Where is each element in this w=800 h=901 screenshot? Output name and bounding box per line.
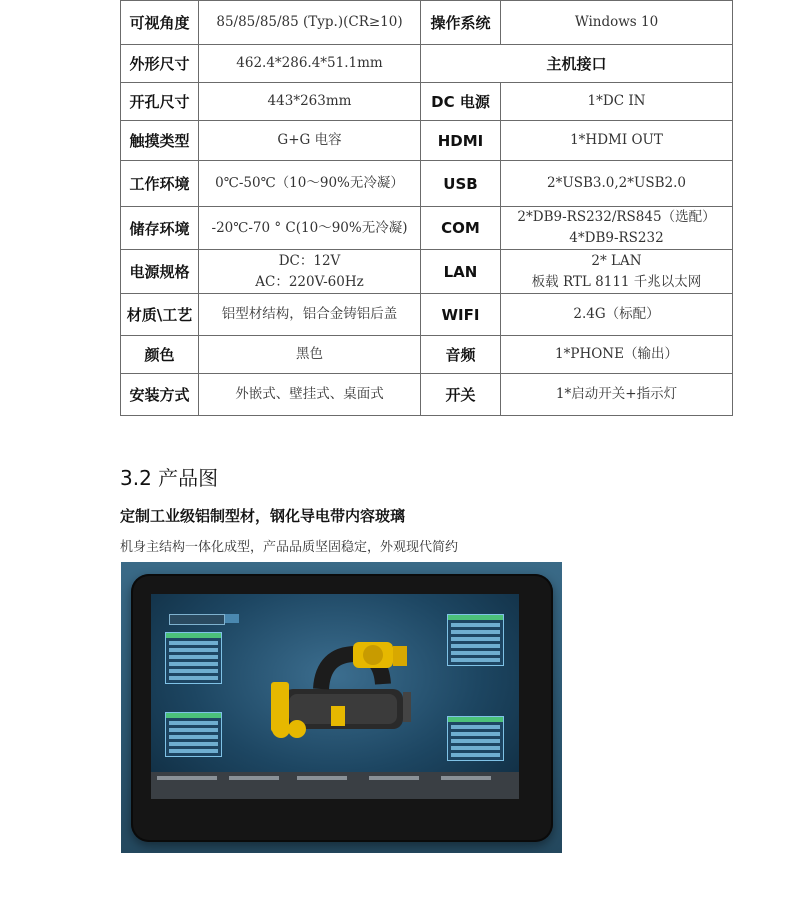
spec-value-line: 黑色 (296, 346, 323, 362)
spec-value-line: 铝型材结构，铝合金铸铝后盖 (221, 306, 398, 322)
spec-value (501, 374, 733, 416)
spec-value-line: 板载 RTL 8111 千兆以太网 (531, 273, 702, 290)
spec-label: 开孔尺寸 (121, 83, 199, 121)
spec-value (501, 1, 733, 45)
spec-value (199, 121, 421, 161)
spec-value (501, 83, 733, 121)
spec-value-line: DC：12V (278, 252, 341, 269)
screen-panel-top-right (447, 614, 504, 666)
spec-label: 操作系统 (421, 1, 501, 45)
spec-label: 电源规格 (121, 250, 199, 294)
spec-label: 工作环境 (121, 161, 199, 207)
spec-table (120, 0, 733, 416)
screen-status-bar (151, 772, 519, 799)
spec-label: USB (421, 161, 501, 207)
section-subtitle: 定制工业级铝制型材，钢化导电带内容玻璃 (120, 507, 406, 525)
spec-value (199, 45, 421, 83)
spec-value (199, 336, 421, 374)
spec-value (501, 250, 733, 294)
spec-label: 储存环境 (121, 207, 199, 250)
spec-label: HDMI (421, 121, 501, 161)
spec-value-line: G+G 电容 (277, 132, 342, 148)
spec-label: 材质\工艺 (121, 294, 199, 336)
spec-value-line: 0℃-50℃（10～90%无冷凝） (215, 175, 404, 191)
spec-row (121, 374, 733, 416)
spec-value-line: 4*DB9-RS232 (569, 230, 664, 246)
spec-value-line: 1*HDMI OUT (570, 132, 663, 148)
spec-value (199, 207, 421, 250)
spec-value-line: 外嵌式、壁挂式、桌面式 (235, 386, 384, 402)
spec-value (501, 207, 733, 250)
spec-label: 外形尺寸 (121, 45, 199, 83)
spec-row (121, 250, 733, 294)
spec-label: LAN (421, 250, 501, 294)
spec-value (199, 294, 421, 336)
spec-value-line: 2*DB9-RS232/RS845（选配） (517, 209, 716, 225)
spec-value-line: 85/85/85/85 (Typ.)(CR≥10) (216, 14, 403, 30)
spec-row (121, 207, 733, 250)
spec-value-line: 443*263mm (267, 93, 352, 109)
spec-value-line: 1*PHONE（输出） (555, 346, 678, 362)
spec-label: COM (421, 207, 501, 250)
spec-value (501, 121, 733, 161)
spec-row (121, 45, 733, 83)
spec-value (199, 1, 421, 45)
spec-label: WIFI (421, 294, 501, 336)
spec-label: 颜色 (121, 336, 199, 374)
spec-row (121, 1, 733, 45)
spec-value-line: 2.4G（标配） (573, 306, 660, 322)
spec-value-line: 462.4*286.4*51.1mm (236, 55, 383, 71)
spec-value (501, 336, 733, 374)
spec-value (501, 294, 733, 336)
chiller-machine-illustration (261, 634, 431, 744)
spec-label: 可视角度 (121, 1, 199, 45)
spec-value-line: Windows 10 (574, 14, 659, 30)
spec-value (199, 250, 421, 294)
screen-tab (225, 614, 239, 623)
spec-value-line: 2* LAN (591, 252, 642, 269)
spec-row (121, 294, 733, 336)
spec-row (121, 161, 733, 207)
spec-value (199, 83, 421, 121)
spec-section-header: 主机接口 (421, 45, 733, 83)
spec-row (121, 121, 733, 161)
spec-value (501, 161, 733, 207)
screen-title-box (169, 614, 225, 625)
product-photo (121, 562, 562, 853)
spec-value-line: 2*USB3.0,2*USB2.0 (546, 175, 686, 191)
section-title: 3.2 产品图 (120, 466, 219, 490)
spec-label: DC 电源 (421, 83, 501, 121)
section-description: 机身主结构一体化成型，产品品质坚固稳定，外观现代简约 (120, 540, 459, 555)
spec-label: 开关 (421, 374, 501, 416)
spec-label: 安装方式 (121, 374, 199, 416)
spec-label: 触摸类型 (121, 121, 199, 161)
spec-value-line: AC：220V-60Hz (255, 273, 364, 290)
spec-value (199, 161, 421, 207)
spec-value-line: 1*DC IN (587, 93, 646, 109)
spec-value (199, 374, 421, 416)
spec-value-line: -20℃-70 ° C(10～90%无冷凝) (211, 219, 408, 236)
screen-panel-bottom-left (165, 712, 222, 757)
spec-value-line: 1*启动开关+指示灯 (555, 386, 678, 402)
screen-panel-top-left (165, 632, 222, 684)
spec-row (121, 336, 733, 374)
spec-label: 音频 (421, 336, 501, 374)
monitor-screen (151, 594, 519, 799)
screen-panel-bottom-right (447, 716, 504, 761)
spec-row (121, 83, 733, 121)
